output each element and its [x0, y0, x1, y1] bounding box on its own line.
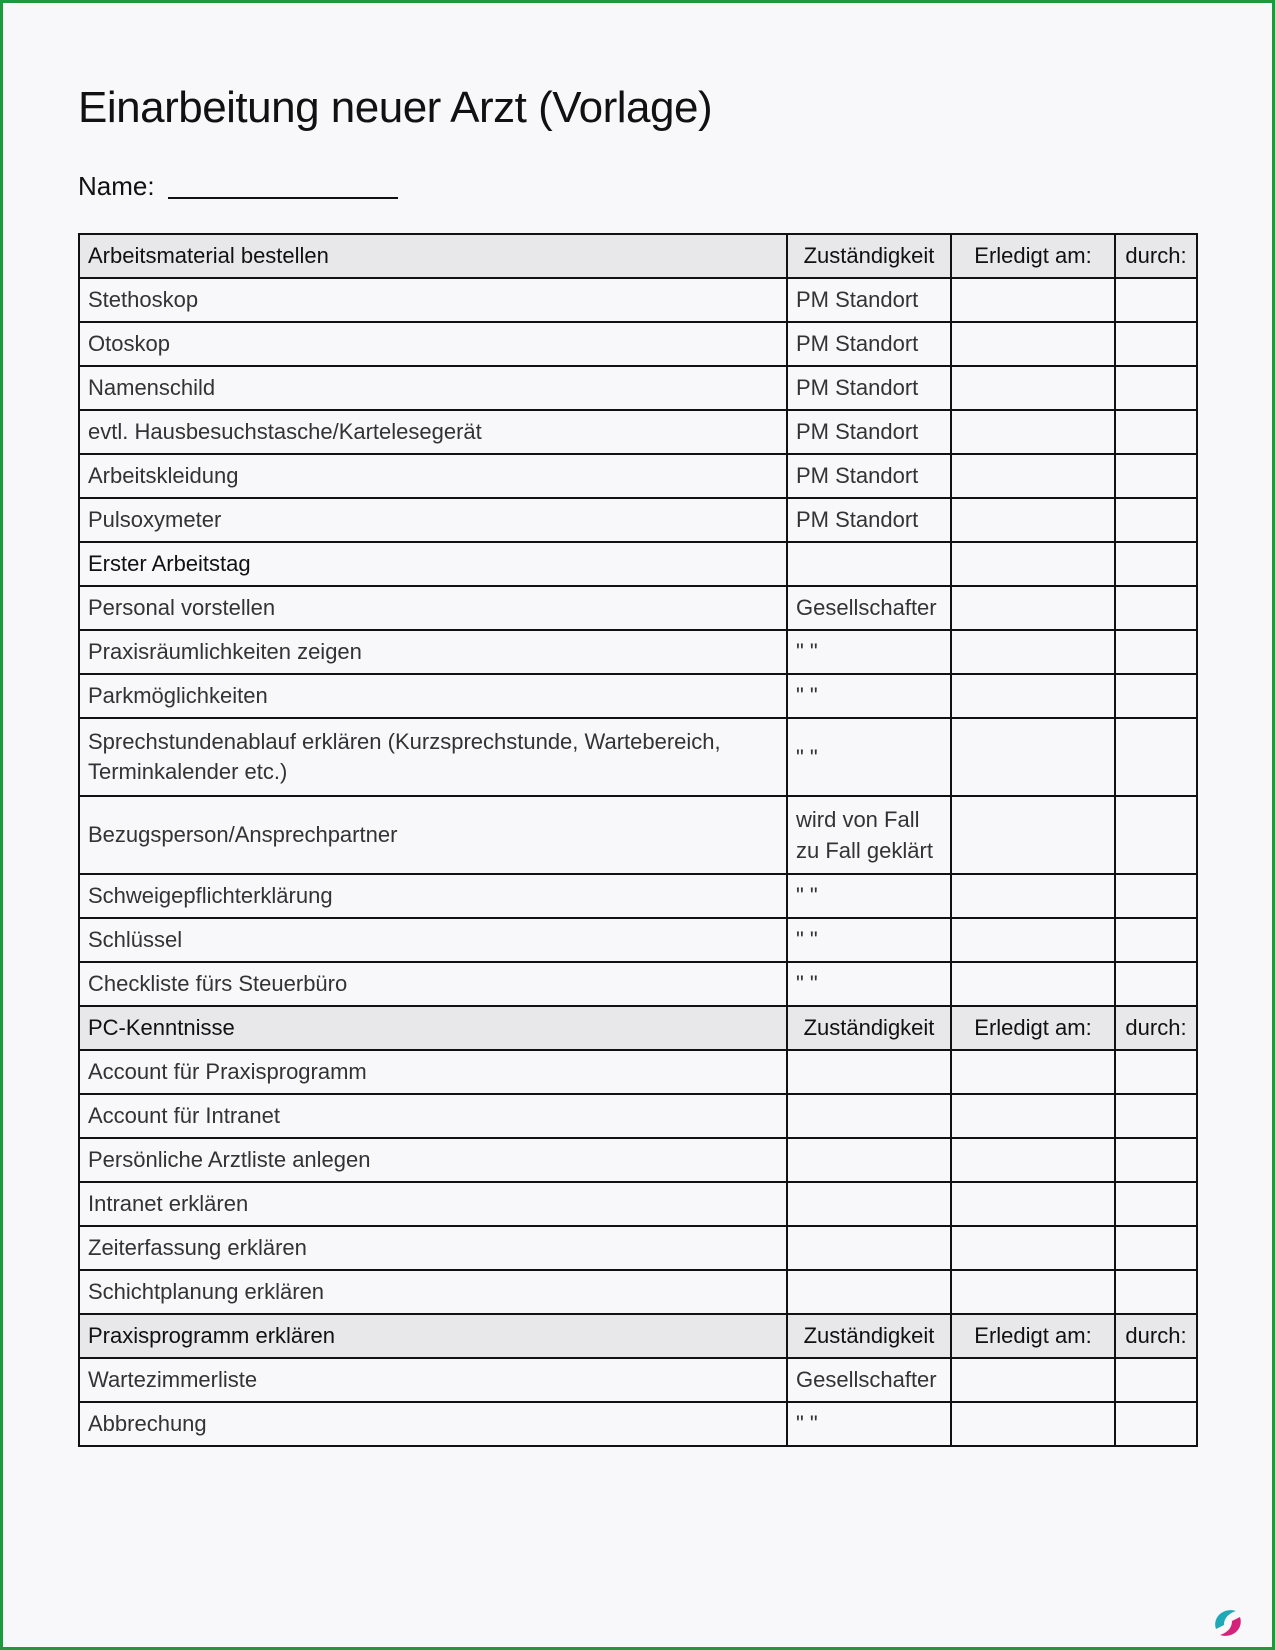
task-cell: Arbeitskleidung — [79, 454, 787, 498]
section-title: Praxisprogramm erklären — [79, 1314, 787, 1358]
done-by-cell[interactable] — [1115, 410, 1197, 454]
task-cell: Otoskop — [79, 322, 787, 366]
task-cell: Pulsoxymeter — [79, 498, 787, 542]
table-row — [79, 1050, 1197, 1094]
done-date-cell[interactable] — [951, 1226, 1115, 1270]
done-date-cell[interactable] — [951, 874, 1115, 918]
task-cell: Bezugsperson/Ansprechpartner — [79, 796, 787, 874]
task-cell: Sprechstundenablauf erklären (Kurzsprechstunde, Wartebereich, Terminkalender etc.) — [79, 718, 787, 796]
done-by-cell[interactable] — [1115, 1138, 1197, 1182]
responsibility-cell: " " — [787, 918, 951, 962]
column-header-done-by: durch: — [1115, 1314, 1197, 1358]
table-row — [79, 322, 1197, 366]
responsibility-cell: Gesellschafter — [787, 1358, 951, 1402]
section-header-row — [79, 542, 1197, 586]
done-by-cell[interactable] — [1115, 586, 1197, 630]
task-cell: Account für Intranet — [79, 1094, 787, 1138]
done-date-cell[interactable] — [951, 1050, 1115, 1094]
responsibility-cell — [787, 1182, 951, 1226]
responsibility-cell: PM Standort — [787, 322, 951, 366]
table-row — [79, 796, 1197, 874]
responsibility-cell: " " — [787, 874, 951, 918]
done-by-cell[interactable] — [1115, 874, 1197, 918]
responsibility-cell — [787, 1226, 951, 1270]
task-cell: Namenschild — [79, 366, 787, 410]
table-row — [79, 366, 1197, 410]
section-title: Erster Arbeitstag — [79, 542, 787, 586]
table-row — [79, 1138, 1197, 1182]
done-date-cell[interactable] — [951, 1182, 1115, 1226]
done-date-cell[interactable] — [951, 796, 1115, 874]
column-header-done-date: Erledigt am: — [951, 1314, 1115, 1358]
table-row — [79, 962, 1197, 1006]
done-by-cell[interactable] — [1115, 454, 1197, 498]
task-cell: Stethoskop — [79, 278, 787, 322]
column-header-responsibility: Zuständigkeit — [787, 234, 951, 278]
done-by-cell[interactable] — [1115, 1094, 1197, 1138]
task-cell: Schweigepflichterklärung — [79, 874, 787, 918]
done-by-cell[interactable] — [1115, 498, 1197, 542]
column-header-done-date: Erledigt am: — [951, 234, 1115, 278]
responsibility-cell: PM Standort — [787, 454, 951, 498]
task-cell: Schichtplanung erklären — [79, 1270, 787, 1314]
task-cell: Schlüssel — [79, 918, 787, 962]
done-date-cell[interactable] — [951, 918, 1115, 962]
done-date-cell[interactable] — [951, 1270, 1115, 1314]
task-cell: evtl. Hausbesuchstasche/Kartelesegerät — [79, 410, 787, 454]
responsibility-cell: Gesellschafter — [787, 586, 951, 630]
done-by-cell[interactable] — [1115, 1358, 1197, 1402]
done-date-cell[interactable] — [951, 542, 1115, 586]
table-row — [79, 1402, 1197, 1446]
table-row — [79, 1182, 1197, 1226]
column-header-done-date: Erledigt am: — [951, 1006, 1115, 1050]
checklist-table — [78, 233, 1198, 1447]
done-date-cell[interactable] — [951, 1402, 1115, 1446]
done-date-cell[interactable] — [951, 366, 1115, 410]
section-header-row — [79, 1006, 1197, 1050]
task-cell: Zeiterfassung erklären — [79, 1226, 787, 1270]
table-row — [79, 278, 1197, 322]
table-row — [79, 1270, 1197, 1314]
task-cell: Personal vorstellen — [79, 586, 787, 630]
done-by-cell[interactable] — [1115, 1270, 1197, 1314]
responsibility-cell: PM Standort — [787, 366, 951, 410]
name-label: Name: — [78, 171, 155, 201]
done-by-cell[interactable] — [1115, 630, 1197, 674]
table-row — [79, 918, 1197, 962]
done-date-cell[interactable] — [951, 410, 1115, 454]
responsibility-cell — [787, 542, 951, 586]
done-by-cell[interactable] — [1115, 366, 1197, 410]
done-date-cell[interactable] — [951, 586, 1115, 630]
responsibility-cell: PM Standort — [787, 498, 951, 542]
done-by-cell[interactable] — [1115, 542, 1197, 586]
responsibility-cell: " " — [787, 1402, 951, 1446]
done-by-cell[interactable] — [1115, 278, 1197, 322]
task-cell: Persönliche Arztliste anlegen — [79, 1138, 787, 1182]
column-header-responsibility: Zuständigkeit — [787, 1314, 951, 1358]
table-row — [79, 498, 1197, 542]
responsibility-cell: " " — [787, 962, 951, 1006]
responsibility-cell — [787, 1138, 951, 1182]
done-date-cell[interactable] — [951, 498, 1115, 542]
responsibility-cell — [787, 1270, 951, 1314]
done-date-cell[interactable] — [951, 674, 1115, 718]
responsibility-cell: PM Standort — [787, 278, 951, 322]
table-row — [79, 454, 1197, 498]
responsibility-cell: " " — [787, 674, 951, 718]
section-header-row — [79, 234, 1197, 278]
done-by-cell[interactable] — [1115, 1402, 1197, 1446]
done-by-cell[interactable] — [1115, 1226, 1197, 1270]
column-header-responsibility: Zuständigkeit — [787, 1006, 951, 1050]
task-cell: Parkmöglichkeiten — [79, 674, 787, 718]
done-date-cell[interactable] — [951, 454, 1115, 498]
done-by-cell[interactable] — [1115, 718, 1197, 796]
done-by-cell[interactable] — [1115, 1182, 1197, 1226]
responsibility-cell: " " — [787, 630, 951, 674]
section-header-row — [79, 1314, 1197, 1358]
done-by-cell[interactable] — [1115, 796, 1197, 874]
done-date-cell[interactable] — [951, 278, 1115, 322]
name-blank-line[interactable] — [168, 175, 398, 199]
done-date-cell[interactable] — [951, 1138, 1115, 1182]
responsibility-cell — [787, 1050, 951, 1094]
done-by-cell[interactable] — [1115, 322, 1197, 366]
section-title: PC-Kenntnisse — [79, 1006, 787, 1050]
done-by-cell[interactable] — [1115, 962, 1197, 1006]
task-cell: Praxisräumlichkeiten zeigen — [79, 630, 787, 674]
column-header-done-by: durch: — [1115, 1006, 1197, 1050]
task-cell: Account für Praxisprogramm — [79, 1050, 787, 1094]
task-cell: Intranet erklären — [79, 1182, 787, 1226]
table-row — [79, 630, 1197, 674]
table-row — [79, 410, 1197, 454]
name-field — [78, 171, 398, 202]
table-row — [79, 586, 1197, 630]
table-row — [79, 1358, 1197, 1402]
task-cell: Abbrechung — [79, 1402, 787, 1446]
done-date-cell[interactable] — [951, 962, 1115, 1006]
responsibility-cell: " " — [787, 718, 951, 796]
done-by-cell[interactable] — [1115, 1050, 1197, 1094]
swirl-logo-icon — [1208, 1603, 1248, 1643]
table-row — [79, 718, 1197, 796]
done-date-cell[interactable] — [951, 322, 1115, 366]
responsibility-cell — [787, 1094, 951, 1138]
responsibility-cell: PM Standort — [787, 410, 951, 454]
document-title: Einarbeitung neuer Arzt (Vorlage) — [78, 83, 713, 132]
done-date-cell[interactable] — [951, 718, 1115, 796]
table-row — [79, 1226, 1197, 1270]
section-title: Arbeitsmaterial bestellen — [79, 234, 787, 278]
done-date-cell[interactable] — [951, 1094, 1115, 1138]
column-header-done-by: durch: — [1115, 234, 1197, 278]
table-row — [79, 874, 1197, 918]
task-cell: Checkliste fürs Steuerbüro — [79, 962, 787, 1006]
table-row — [79, 1094, 1197, 1138]
table-row — [79, 674, 1197, 718]
done-date-cell[interactable] — [951, 630, 1115, 674]
task-cell: Wartezimmerliste — [79, 1358, 787, 1402]
done-date-cell[interactable] — [951, 1358, 1115, 1402]
done-by-cell[interactable] — [1115, 918, 1197, 962]
responsibility-cell: wird von Fall zu Fall geklärt — [787, 796, 951, 874]
done-by-cell[interactable] — [1115, 674, 1197, 718]
